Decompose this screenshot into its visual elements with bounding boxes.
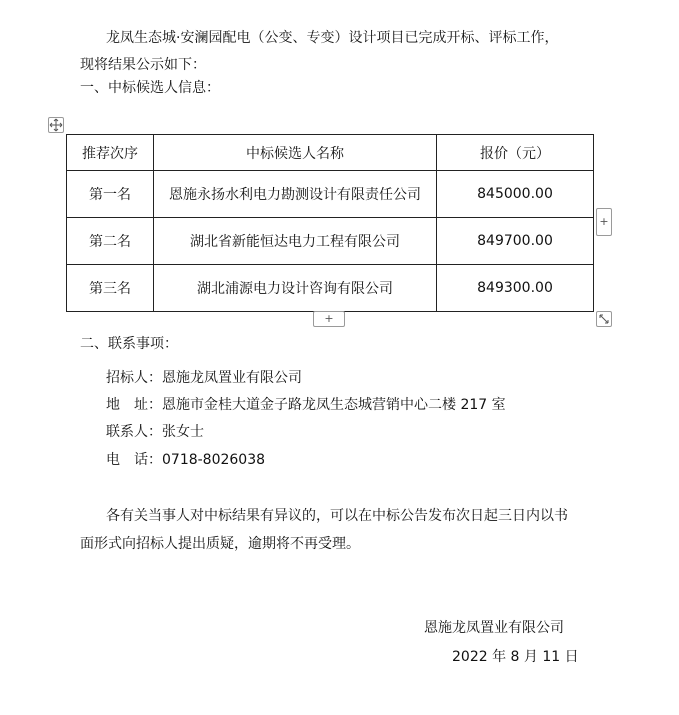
- contact-address: [106, 395, 506, 415]
- intro-line-1: 龙凤生态城·安澜园配电（公变、专变）设计项目已完成开标、评标工作，: [106, 30, 559, 46]
- contact-person: [106, 422, 204, 442]
- tenderer-value: 恩施龙凤置业有限公司: [162, 370, 302, 386]
- signature-company: 恩施龙凤置业有限公司: [424, 620, 564, 636]
- address-value: 恩施市金桂大道金子路龙凤生态城营销中心二楼 217 室: [162, 397, 506, 413]
- person-label: 联系人：: [106, 424, 162, 440]
- table-move-handle[interactable]: [48, 117, 64, 133]
- header-name: 中标候选人名称: [154, 135, 437, 171]
- table-row: [67, 265, 594, 312]
- notice-line-1: 各有关当事人对中标结果有异议的，可以在中标公告发布次日起三日内以书: [106, 508, 568, 524]
- cell-name[interactable]: 湖北浦源电力设计咨询有限公司: [154, 265, 437, 312]
- phone-value: 0718-8026038: [162, 452, 266, 468]
- cell-rank[interactable]: 第三名: [67, 265, 154, 312]
- contact-tenderer: [106, 368, 302, 388]
- person-value: 张女士: [162, 424, 204, 440]
- table-row: [67, 171, 594, 218]
- candidate-table-wrapper: [66, 134, 594, 312]
- add-row-button[interactable]: +: [313, 311, 345, 327]
- signature-date: 2022 年 8 月 11 日: [452, 649, 579, 665]
- table-header-row: [67, 135, 594, 171]
- section2-heading: 二、联系事项：: [80, 336, 178, 352]
- cell-price[interactable]: 849300.00: [437, 265, 594, 312]
- cell-price[interactable]: 849700.00: [437, 218, 594, 265]
- cell-rank[interactable]: 第一名: [67, 171, 154, 218]
- header-rank: 推荐次序: [67, 135, 154, 171]
- header-price: 报价（元）: [437, 135, 594, 171]
- cell-name[interactable]: 湖北省新能恒达电力工程有限公司: [154, 218, 437, 265]
- table-row: [67, 218, 594, 265]
- move-icon: [49, 118, 63, 132]
- cell-rank[interactable]: 第二名: [67, 218, 154, 265]
- cell-price[interactable]: 845000.00: [437, 171, 594, 218]
- tenderer-label: 招标人：: [106, 370, 162, 386]
- notice-line-2: 面形式向招标人提出质疑，逾期将不再受理。: [80, 536, 360, 552]
- add-column-button[interactable]: +: [596, 208, 612, 236]
- address-label: 地 址：: [106, 397, 162, 413]
- candidate-table: [66, 134, 594, 312]
- cell-name[interactable]: 恩施永扬水利电力勘测设计有限责任公司: [154, 171, 437, 218]
- phone-label: 电 话：: [106, 452, 162, 468]
- table-resize-handle[interactable]: [596, 311, 612, 327]
- section1-heading: 一、中标候选人信息：: [80, 80, 220, 96]
- resize-icon: [597, 312, 611, 326]
- contact-phone: [106, 450, 265, 470]
- intro-line-2: 现将结果公示如下：: [80, 57, 206, 73]
